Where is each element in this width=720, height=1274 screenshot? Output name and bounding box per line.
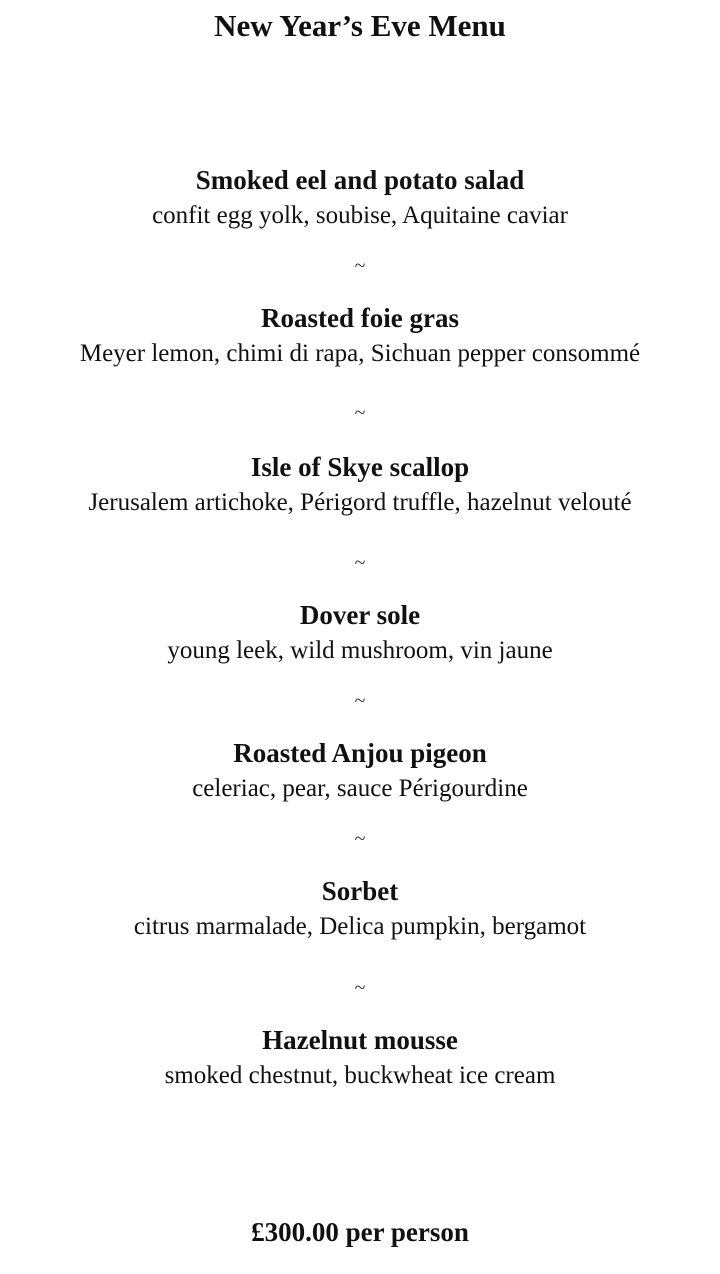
menu-price: £300.00 per person (251, 1217, 469, 1247)
course-description: Meyer lemon, chimi di rapa, Sichuan pepper consommé (79, 340, 641, 367)
course-name: Hazelnut mousse (262, 1025, 458, 1055)
course-7 (0, 1022, 720, 1094)
course-separator: ~ (354, 977, 366, 999)
course-description: citrus marmalade, Delica pumpkin, bergamot (133, 913, 587, 940)
course-separator: ~ (354, 402, 366, 424)
course-separator: ~ (354, 828, 366, 850)
course-separator: ~ (354, 255, 366, 277)
course-separator: ~ (354, 690, 366, 712)
course-name: Isle of Skye scallop (250, 452, 470, 482)
course-name: Dover sole (299, 600, 421, 630)
course-name: Roasted foie gras (261, 303, 459, 333)
course-description: celeriac, pear, sauce Périgourdine (192, 775, 528, 802)
course-description: smoked chestnut, buckwheat ice cream (164, 1062, 556, 1089)
menu-title: New Year’s Eve Menu (214, 8, 506, 43)
course-2 (0, 300, 720, 372)
course-separator: ~ (354, 552, 366, 574)
course-4 (0, 597, 720, 669)
course-5 (0, 735, 720, 807)
course-description: confit egg yolk, soubise, Aquitaine caviar (152, 202, 568, 229)
course-description: young leek, wild mushroom, vin jaune (167, 637, 553, 664)
course-name: Sorbet (321, 876, 399, 906)
course-3 (0, 449, 720, 521)
course-1 (0, 162, 720, 234)
course-name: Smoked eel and potato salad (195, 165, 525, 195)
course-description: Jerusalem artichoke, Périgord truffle, hazelnut velouté (88, 489, 632, 516)
course-name: Roasted Anjou pigeon (233, 738, 487, 768)
course-6 (0, 873, 720, 945)
